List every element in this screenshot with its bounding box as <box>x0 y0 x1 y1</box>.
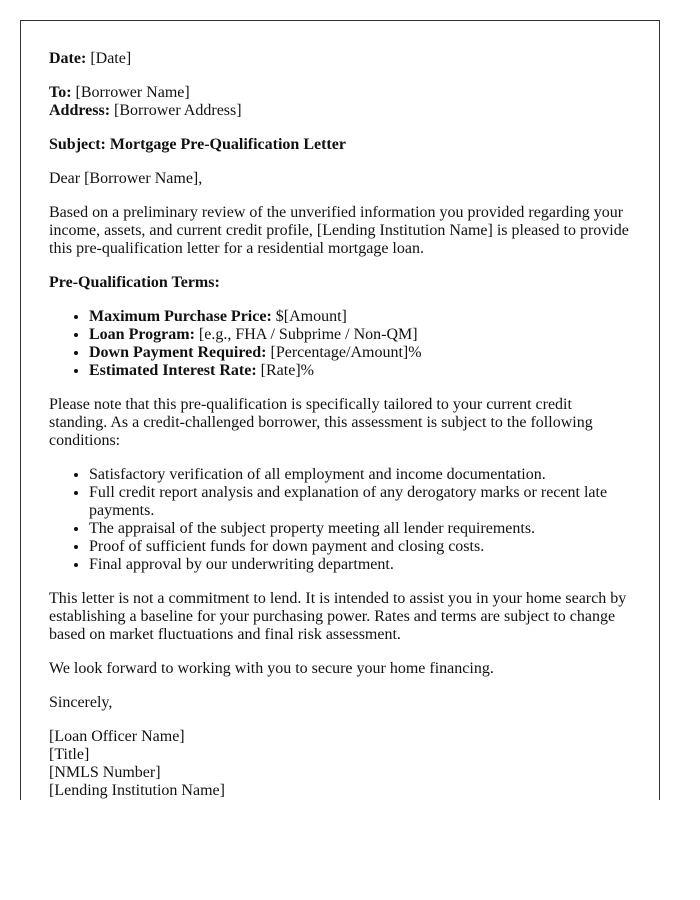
term-item: • Maximum Purchase Price: $[Amount] <box>89 308 630 326</box>
closing-line: We look forward to working with you to secure your home financing. <box>49 660 494 677</box>
institution-name: [Lending Institution Name] <box>49 782 225 799</box>
date-value: [Date] <box>90 50 132 67</box>
signoff: Sincerely, <box>49 694 113 711</box>
intro-paragraph: Based on a preliminary review of the unverified information you provided regarding your income, assets, and current credit profile, [Lending Institution Name] is pleased to provide this pre-qualification letter for a residential mortgage loan. <box>49 204 629 257</box>
conditions-list <box>49 466 630 574</box>
condition-item: • Final approval by our underwriting department. <box>89 556 630 574</box>
recipient-block: To: [Borrower Name] Address: [Borrower Address] <box>49 84 242 119</box>
condition-item: • The appraisal of the subject property meeting all lender requirements. <box>89 520 630 538</box>
term-item: • Loan Program: [e.g., FHA / Subprime / Non-QM] <box>89 326 630 344</box>
term-item: • Estimated Interest Rate: [Rate]% <box>89 362 630 380</box>
condition-item: • Proof of sufficient funds for down payment and closing costs. <box>89 538 630 556</box>
nmls-number: [NMLS Number] <box>49 764 161 781</box>
subject-line: Subject: Mortgage Pre-Qualification Letter <box>49 136 346 153</box>
disclaimer-paragraph: This letter is not a commitment to lend. It is intended to assist you in your home search by establishing a baseline for your purchasing power. Rates and terms are subject to change based on market fluctuations and final risk assessment. <box>49 590 627 643</box>
salutation: Dear [Borrower Name], <box>49 170 203 187</box>
term-item: • Down Payment Required: [Percentage/Amount]% <box>89 344 630 362</box>
date-line: Date: [Date] <box>49 50 132 67</box>
officer-title: [Title] <box>49 746 90 763</box>
terms-heading: Pre-Qualification Terms: <box>49 274 220 291</box>
condition-item: • Satisfactory verification of all employment and income documentation. <box>89 466 630 484</box>
condition-item: • Full credit report analysis and explanation of any derogatory marks or recent late payments. <box>89 484 630 520</box>
officer-name: [Loan Officer Name] <box>49 728 185 745</box>
terms-list <box>49 308 630 380</box>
signature-block <box>49 728 630 800</box>
conditions-intro: Please note that this pre-qualification is specifically tailored to your current credit standing. As a credit-challenged borrower, this assessment is subject to the following conditions: <box>49 396 593 449</box>
letter-page <box>20 20 660 800</box>
recipient-name: [Borrower Name] <box>75 84 190 101</box>
recipient-address: [Borrower Address] <box>114 102 242 119</box>
